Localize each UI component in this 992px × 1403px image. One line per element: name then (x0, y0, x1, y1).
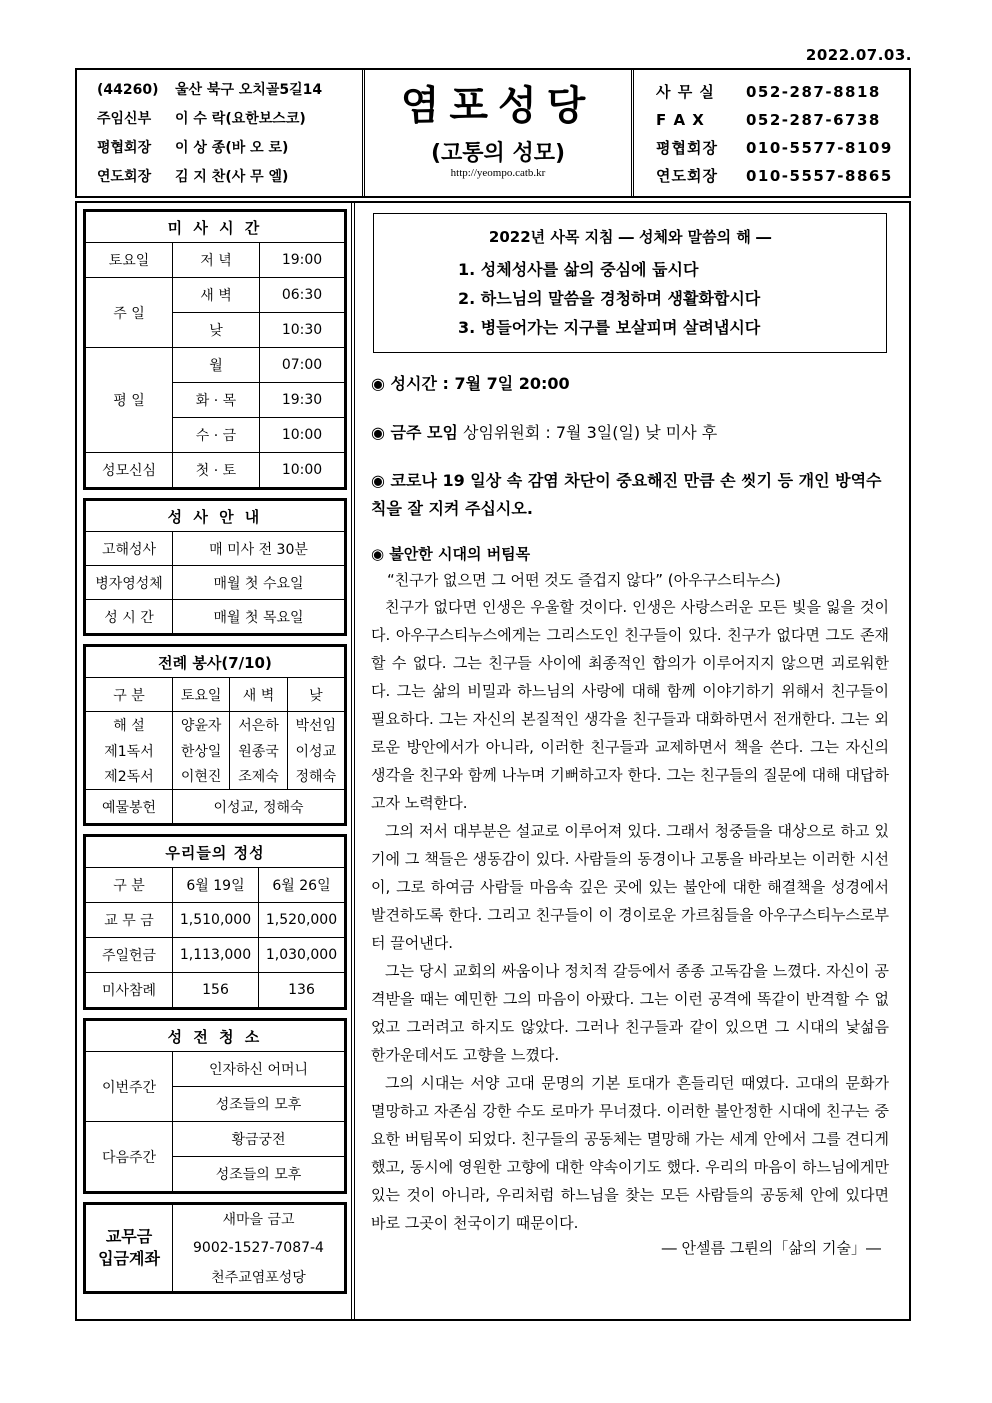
essay-source: ― 안셀름 그륀의「삶의 기술」― (661, 1239, 881, 1257)
essay-title: ◉ 불안한 시대의 버팀목 (371, 545, 531, 563)
cleaning-title: 성 전 청 소 (86, 1021, 345, 1052)
notice-covid: ◉ 코로나 19 일상 속 감염 차단이 중요해진 만큼 손 씻기 등 개인 방역수칙을 잘 지켜 주십시오. (371, 471, 882, 518)
prayer-president-row: 연도회장 김 지 찬(사 무 엘) (97, 169, 289, 185)
finance-title: 우리들의 정성 (86, 837, 345, 868)
offering-stats: 우리들의 정성 구 분 6월 19일 6월 26일 교 무 금 1,510,000 1,520,000 주일헌금 1,113,000 1,030,000 미사참례 156 136 (83, 834, 347, 1010)
liturgy-title: 전례 봉사(7/10) (86, 647, 345, 678)
mass-title: 미 사 시 간 (86, 212, 345, 243)
church-info (77, 70, 362, 196)
essay (359, 541, 899, 1237)
prayer-phone-row: 연도회장 010-5557-8865 (656, 167, 893, 185)
left-column (83, 209, 347, 1294)
pastor-row: 주임신부 이 수 락(요한보스코) (97, 111, 306, 127)
essay-quote: “친구가 없으면 그 어떤 것도 즐겁지 않다” (아우구스티누스) (387, 571, 781, 589)
notice-holy-hour: ◉ 성시간 : 7월 7일 20:00 (371, 374, 570, 393)
council-president-row: 평협회장 이 상 종(바 오 로) (97, 140, 289, 156)
sacrament-title: 성 사 안 내 (86, 501, 345, 532)
sacrament-info: 성 사 안 내 고해성사 매 미사 전 30분 병자영성체 매월 첫 수요일 성 시 간 매월 첫 목요일 (83, 498, 347, 636)
essay-paragraph: 그의 저서 대부분은 설교로 이루어져 있다. 그래서 청중들을 대상으로 하고 있기에 그 책들은 생동감이 있다. 사람들의 동경이나 고통을 바라보는 이러한 시선이, 그로 하여금 사람들 마음속 깊은 곳에 있는 불안에 대한 해결책을 성경에서 발견하도록 한다. 그리고 친구들이 이 경이로운 가르침들을 아우구스티누스로부터 끌어낸다. (371, 822, 889, 952)
church-subtitle: (고통의 성모) (430, 141, 566, 166)
liturgy-service: 전례 봉사(7/10) 구 분 토요일 새 벽 낮 해 설 양윤자 서은하 박선임 제1독서 한상일 원종국 이성교 제2독서 이현진 조제숙 정해숙 예물봉헌 이성교, 정해숙 (83, 644, 347, 826)
council-phone-row: 평협회장 010-5577-8109 (656, 139, 893, 157)
pastoral-title: 2022년 사목 지침 ― 성체와 말씀의 해 ― (488, 228, 772, 246)
right-column (359, 209, 899, 1258)
address-row: (44260) 울산 북구 오치골5길14 (97, 82, 323, 98)
column-divider (351, 203, 355, 1319)
essay-paragraph: 그는 당시 교회의 싸움이나 정치적 갈등에서 종종 고독감을 느꼈다. 자신이 공격받을 때는 예민한 그의 마음이 아팠다. 그는 이런 공격에 똑같이 반격할 수 없었고 그러려고 하지도 않았다. 그러나 친구들과 같이 있으면 그 시대의 낯섦음 한가운데서도 고향을 느꼈다. (371, 962, 889, 1064)
mass-schedule: 미 사 시 간 토요일 저 녁 19:00 주 일 새 벽 06:30 낮 10:30 평 일 월 07:00 화 · 목 19:30 수 · 금 10:00 성모신심 첫 · 토 10:00 (83, 209, 347, 490)
bank-account: 교무금 입금계좌 새마을 금고 9002-1527-7087-4 천주교염포성당 (83, 1202, 347, 1294)
bulletin-header (75, 68, 911, 198)
notice-meeting: ◉ 금주 모임 상임위원회 : 7월 3일(일) 낮 미사 후 (371, 423, 718, 442)
church-url[interactable]: http://yeompo.catb.kr (450, 167, 546, 179)
office-phone-row: 사 무 실 052-287-8818 (656, 83, 881, 101)
fax-row: F A X 052-287-6738 (656, 111, 881, 129)
church-title: 염포성당 (400, 83, 596, 129)
issue-date: 2022.07.03. (805, 46, 912, 64)
cleaning-duty: 성 전 청 소 이번주간 인자하신 어머니 성조들의 모후 다음주간 황금궁전 성조들의 모후 (83, 1018, 347, 1194)
contact-info (634, 70, 909, 196)
essay-paragraph: 그의 시대는 서양 고대 문명의 기본 토대가 흔들리던 때였다. 고대의 문화가 멸망하고 자존심 강한 수도 로마가 무너졌다. 이러한 불안정한 시대에 친구는 중요한 버팀목이 되었다. 친구들의 공동체는 멸망해 가는 세계 안에서 그를 견디게 했고, 동시에 영원한 고향에 대한 약속이기도 했다. 우리의 마음이 하느님에게만 있는 것이 아니라, 우리처럼 하느님을 찾는 모든 사람들의 공동체 안에 있다면 바로 그곳이 천국이기 때문이다. (371, 1074, 889, 1232)
pastoral-guidelines: 2022년 사목 지침 ― 성체와 말씀의 해 ― 1. 성체성사를 삶의 중심에 둡시다 2. 하느님의 말씀을 경청하며 생활화합시다 3. 병들어가는 지구를 보살피며 살려냅시다 (373, 213, 887, 353)
essay-paragraph: 친구가 없다면 인생은 우울할 것이다. 인생은 사랑스러운 모든 빛을 잃을 것이다. 아우구스티누스에게는 그리스도인 친구들이 있다. 친구가 없다면 그도 존재할 수 없다. 그는 친구들 사이에 최종적인 합의가 이루어지지 않으면 괴로워한다. 그는 삶의 비밀과 하느님의 사랑에 대해 함께 이야기하기 위해서 친구들이 필요하다. 그는 자신의 본질적인 생각을 친구들과 대화하면서 전개한다. 그는 외로운 방안에서가 아니라, 이러한 친구들과 교제하면서 책을 쓴다. 그는 자신의 생각을 친구와 함께 나누며 기뻐하고자 한다. 그는 친구들의 질문에 대해 대답하고자 노력한다. (371, 598, 889, 812)
bulletin-body (75, 201, 911, 1321)
masthead (362, 70, 634, 196)
